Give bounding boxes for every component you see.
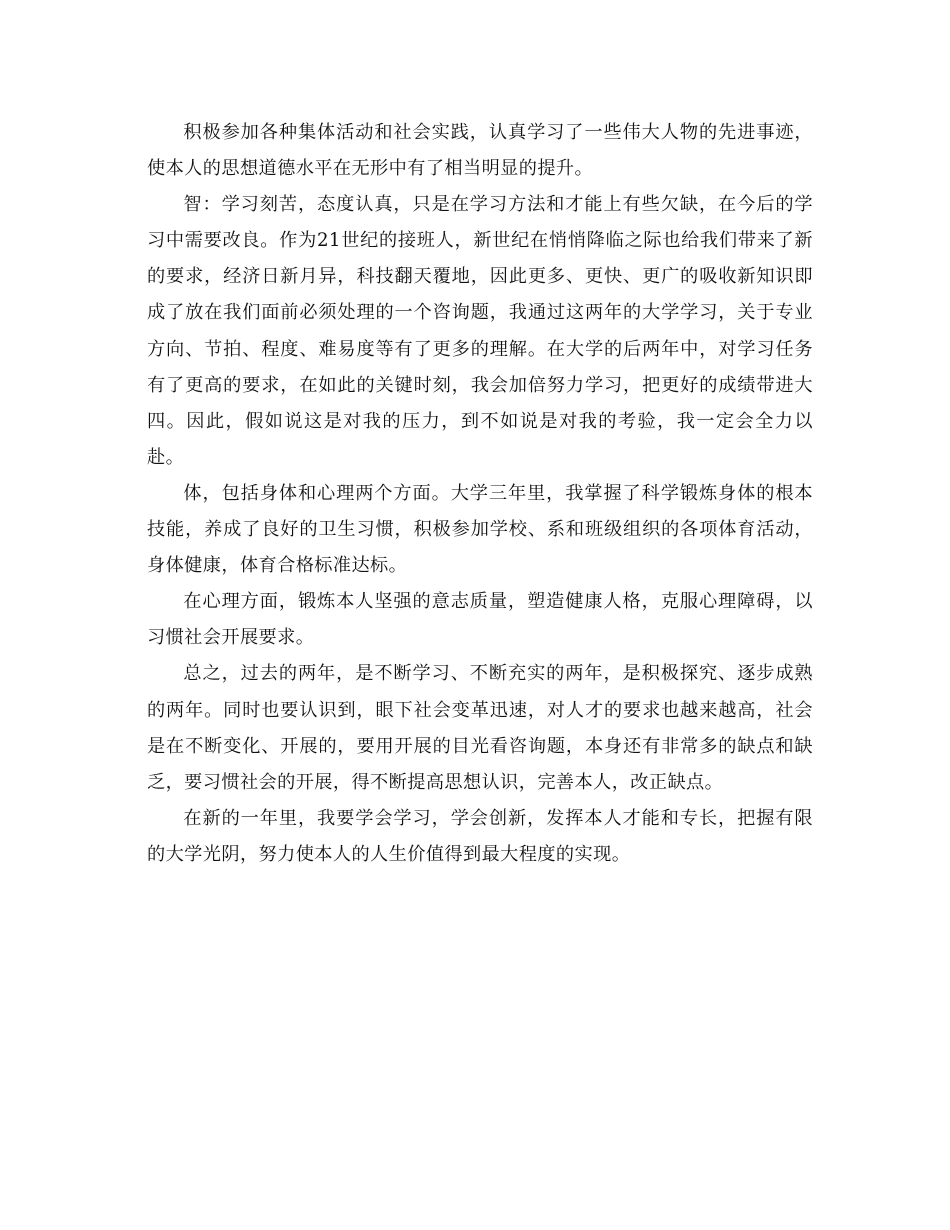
paragraph-4: 在心理方面，锻炼本人坚强的意志质量，塑造健康人格，克服心理障碍，以习惯社会开展要求。 — [147, 591, 813, 649]
document-body — [147, 115, 813, 873]
paragraph-6: 在新的一年里，我要学会学习，学会创新，发挥本人才能和专长，把握有限的大学光阴，努力使本人的人生价值得到最大程度的实现。 — [147, 807, 813, 865]
paragraph-2: 智：学习刻苦，态度认真，只是在学习方法和才能上有些欠缺，在今后的学习中需要改良。作为21世纪的接班人，新世纪在悄悄降临之际也给我们带来了新的要求，经济日新月异，科技翻天覆地，因此更多、更快、更广的吸收新知识即成了放在我们面前必须处理的一个咨询题，我通过这两年的大学学习，关于专业方向、节拍、程度、难易度等有了更多的理解。在大学的后两年中，对学习任务有了更高的要求，在如此的关键时刻，我会加倍努力学习，把更好的成绩带进大四。因此，假如说这是对我的压力，到不如说是对我的考验，我一定会全力以赴。 — [147, 194, 813, 468]
paragraph-3: 体，包括身体和心理两个方面。大学三年里，我掌握了科学锻炼身体的根本技能，养成了良好的卫生习惯，积极参加学校、系和班级组织的各项体育活动，身体健康，体育合格标准达标。 — [147, 482, 813, 577]
paragraph-1: 积极参加各种集体活动和社会实践，认真学习了一些伟大人物的先进事迹，使本人的思想道德水平在无形中有了相当明显的提升。 — [147, 122, 813, 180]
paragraph-5: 总之，过去的两年，是不断学习、不断充实的两年，是积极探究、逐步成熟的两年。同时也要认识到，眼下社会变革迅速，对人才的要求也越来越高，社会是在不断变化、开展的，要用开展的目光看咨询题，本身还有非常多的缺点和缺乏，要习惯社会的开展，得不断提高思想认识，完善本人，改正缺点。 — [147, 663, 813, 793]
